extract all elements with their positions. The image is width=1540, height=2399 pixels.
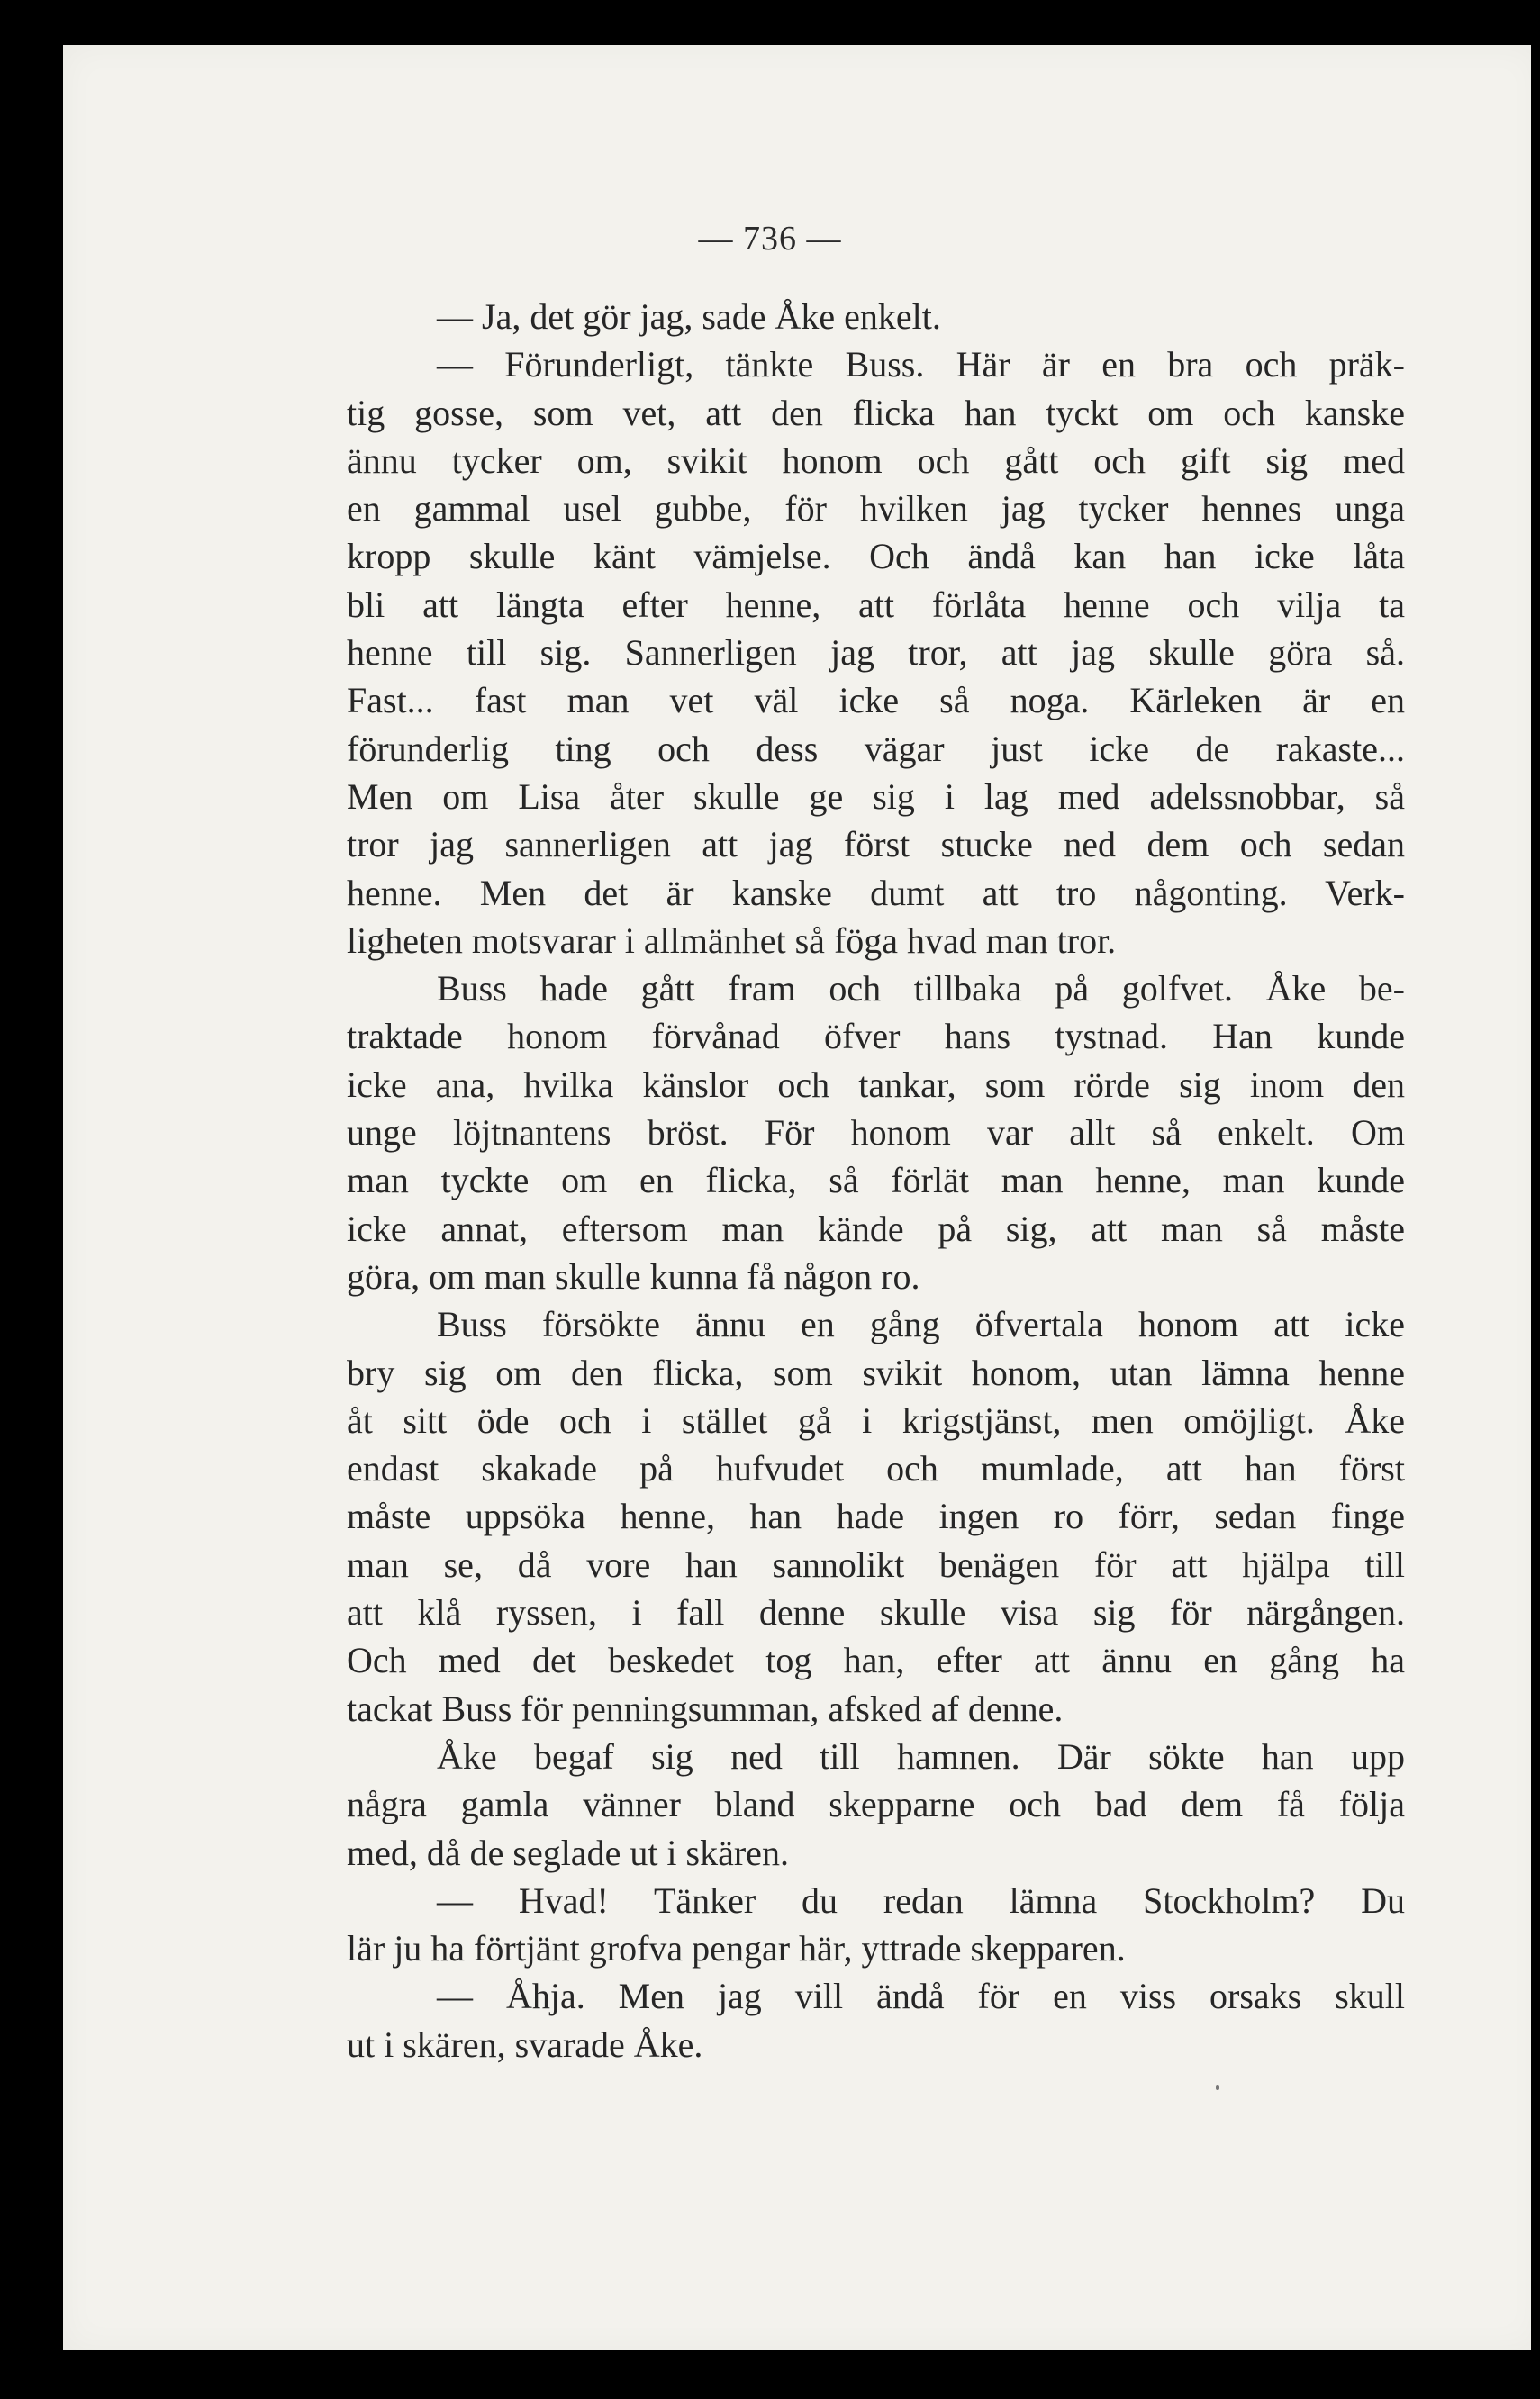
text-line: man se, då vore han sannolikt benägen för att hjälpa till (347, 1544, 1405, 1585)
text-line: lär ju ha förtjänt grofva pengar här, yttrade skepparen. (347, 1928, 1126, 1969)
text-line: måste uppsöka henne, han hade ingen ro förr, sedan finge (347, 1496, 1405, 1537)
text-line: icke ana, hvilka känslor och tankar, som rörde sig inom den (347, 1064, 1405, 1105)
text-line: unge löjtnantens bröst. För honom var allt så enkelt. Om (347, 1112, 1405, 1154)
text-line: Fast... fast man vet väl icke så noga. Kärleken är en (347, 680, 1405, 721)
text-line: bli att längta efter henne, att förlåta henne och vilja ta (347, 584, 1405, 625)
text-line: en gammal usel gubbe, för hvilken jag tycker hennes unga (347, 488, 1405, 530)
text-line: Men om Lisa åter skulle ge sig i lag med adelssnobbar, så (347, 775, 1405, 817)
text-line: man tyckte om en flicka, så förlät man henne, man kunde (347, 1160, 1405, 1201)
text-line: ut i skären, svarade Åke. (347, 2023, 703, 2065)
text-line: förunderlig ting och dess vägar just icke de rakaste... (347, 728, 1405, 769)
text-line: henne. Men det är kanske dumt att tro någonting. Verk- (347, 872, 1405, 913)
text-line: ännu tycker om, svikit honom och gått och gift sig med (347, 439, 1405, 481)
text-line: — Förunderligt, tänkte Buss. Här är en bra och präk- (437, 344, 1405, 385)
scan-border (1531, 0, 1540, 2399)
text-line: — Hvad! Tänker du redan lämna Stockholm? Du (437, 1879, 1405, 1921)
text-line: icke annat, eftersom man kände på sig, att man så måste (347, 1208, 1405, 1249)
text-line: tror jag sannerligen att jag först stucke ned dem och sedan (347, 824, 1405, 865)
text-line: Och med det beskedet tog han, efter att ännu en gång ha (347, 1640, 1405, 1681)
text-line: göra, om man skulle kunna få någon ro. (347, 1255, 920, 1297)
text-line: henne till sig. Sannerligen jag tror, att jag skulle göra så. (347, 632, 1405, 674)
text-line: åt sitt öde och i stället gå i krigstjänst, men omöjligt. Åke (347, 1399, 1405, 1441)
text-line: kropp skulle känt vämjelse. Och ändå kan han icke låta (347, 536, 1405, 577)
text-line: — Åhja. Men jag vill ändå för en viss orsaks skull (437, 1976, 1405, 2017)
body-text (347, 293, 1405, 2069)
text-line: några gamla vänner bland skepparne och bad dem få följa (347, 1784, 1405, 1825)
text-line: Buss försökte ännu en gång öfvertala honom att icke (437, 1304, 1405, 1345)
text-line: bry sig om den flicka, som svikit honom, utan lämna henne (347, 1352, 1405, 1393)
print-speck (1216, 2085, 1219, 2090)
text-line: tackat Buss för penningsumman, afsked af denne. (347, 1688, 1064, 1729)
text-line: ligheten motsvarar i allmänhet så föga hvad man tror. (347, 919, 1117, 961)
text-line: att klå ryssen, i fall denne skulle visa sig för närgången. (347, 1592, 1405, 1634)
text-line: Buss hade gått fram och tillbaka på golfvet. Åke be- (437, 968, 1405, 1009)
text-line: tig gosse, som vet, att den flicka han tyckt om och kanske (347, 392, 1405, 433)
page-number: — 736 — (698, 220, 842, 258)
text-line: Åke begaf sig ned till hamnen. Där sökte han upp (437, 1735, 1405, 1777)
text-line: endast skakade på hufvudet och mumlade, att han först (347, 1448, 1405, 1489)
text-line: med, då de seglade ut i skären. (347, 1832, 789, 1873)
text-line: traktade honom förvånad öfver hans tystnad. Han kunde (347, 1016, 1405, 1057)
text-line: — Ja, det gör jag, sade Åke enkelt. (437, 296, 941, 337)
